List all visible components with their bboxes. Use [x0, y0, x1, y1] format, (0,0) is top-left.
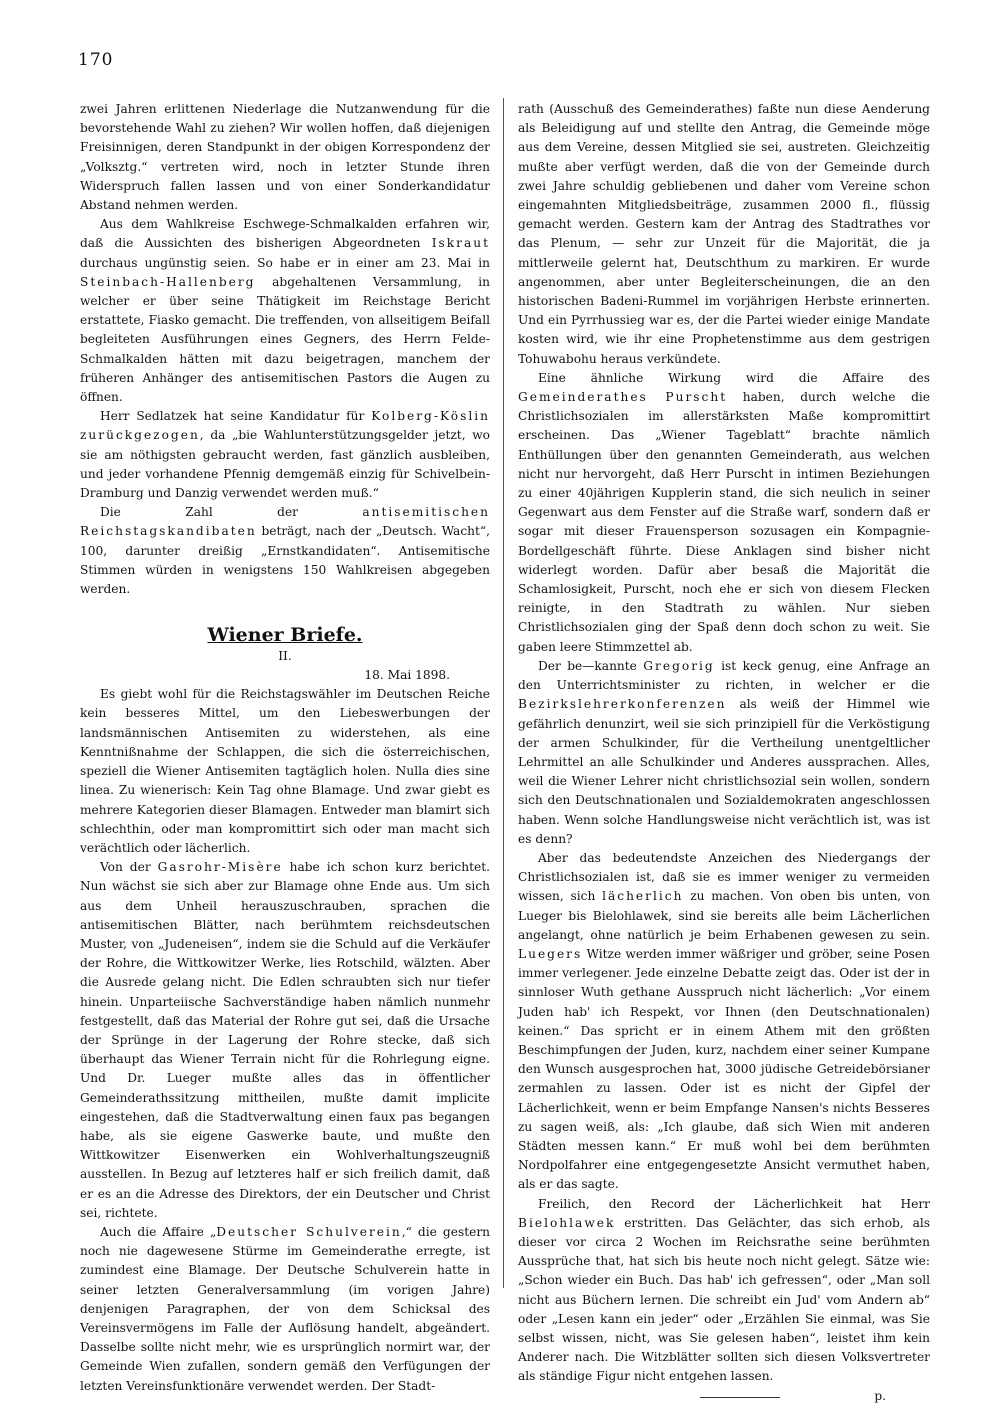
paragraph [518, 369, 930, 657]
paragraph: rath (Ausschuß des Gemeinderathes) faßte nun diese Aenderung als Beleidigung auf und stellte den Antrag, die Gemeinde möge aus dem Vereine, dessen Mitglied sie sei, austreten. Gleichzeitig mußte aber verfügt werden, daß die von der Gemeinde durch zwei Jahre schuldig gebliebenen und daher vom Vereine schon eingemahnten Mitgliedsbeiträge, zusammen 2000 fl., flüssig gemacht werden. Gestern kam der Antrag des Stadtrathes vor das Plenum, — sehr zur Unzeit für die Majorität, die ja mittlerweile gelernt hat, Deutschthum zu markiren. Er wurde angenommen, aber unter Begleiterscheinungen, die an den historischen Badeni-Rummel im vorjährigen Herbste erinnerten. Und ein Pyrrhussieg war es, der die Partei wieder einige Mandate kosten wird, wie ihr eine Prophetenstimme aus dem gestrigen Tohuwabohu heraus verkündete. [518, 102, 930, 366]
dateline: 18. Mai 1898. [364, 668, 450, 683]
text-run: Die Zahl der [100, 505, 363, 520]
page-number: 170 [78, 50, 114, 70]
spaced-name: Iskraut [431, 236, 490, 251]
paragraph [518, 1195, 930, 1387]
article-heading: Wiener Briefe. [207, 624, 363, 647]
spaced-name: Gemeinderathes Purscht [518, 390, 728, 405]
text-run: zu machen. Von oben bis unten, von Lueger bis Bielohlawek, sind sie bereits alle beim Lächerlichen angelangt, ohne natürlich je beim Erhabenen gewesen zu sein. [518, 889, 930, 942]
spaced-name: Kolberg-Köslin zurückgezogen [80, 409, 490, 443]
author-signature: p. [874, 1388, 886, 1403]
spaced-name: Gregorig [643, 658, 715, 673]
text-run: Von der [100, 860, 158, 875]
text-run: Herr Sedlatzek hat seine Kandidatur für [100, 409, 372, 424]
text-run: ist keck genug, eine Anfrage an den Unterrichtsminister zu richten, in welcher er die [518, 658, 930, 693]
text-run: habe ich schon kurz berichtet. Nun wächst sie sich aber zur Blamage ohne Ende aus. Um sich aus dem Unheil herauszuschrauben, sprachen die antisemitischen Blätter, nach berühmtem reichsdeutschen Muster, von „Judeneisen“, indem sie die Schuld auf die Verkäufer der Rohre, die Wittkowitzer Werke, lies Rotschild, wälzten. Aber die Ausrede gelang nicht. Die Edlen schraubten sich nur tiefer hinein. Unparteiische Sachverständige haben nämlich nunmehr festgestellt, daß das Material der Rohre gut sei, daß die Ursache der Sprünge in der Lagerung der Rohre stecke, daß sich überhaupt das Wiener Terrain nicht für die Rohrlegung eigne. Und Dr. Lueger mußte alles das in öffentlicher Gemeinderathssitzung mittheilen, mußte damit implicite eingestehen, daß die Stadtverwaltung einen faux pas begangen habe, als sie eigene Gaswerke baute, und mußte den Wittkowitzer Eisenwerken ein Wohlverhaltungszeugniß ausstellen. In Bezug auf letzteres half er sich freilich damit, daß er es an die Adresse des Direktors, der ein Deutscher und Christ sei, richtete. [80, 860, 490, 1220]
right-column [518, 100, 930, 1406]
text-run: Aber das bedeutendste Anzeichen des Niedergangs der Christlichsozialen ist, daß sie es immer weniger zu vermeiden wissen, sich [518, 850, 930, 904]
text-run: ,“ die gestern noch nie dagewesene Stürme im Gemeinderathe erregte, ist zumindest eine Blamage. Der Deutsche Schulverein hatte in seiner letzten Generalversammlung (im vorigen Jahre) denjenigen Paragraphen, der von dem Schicksal des Vereinsvermögens im Falle der Auflösung handelt, abgeändert. Dasselbe sollte nicht mehr, wie es ursprünglich normirt war, der Gemeinde Wien zufallen, sondern gemäß den Verfügungen der letzten Vereinsfunktionäre verwendet werden. Der Stadt- [80, 1224, 490, 1393]
spaced-name: Deutscher Schulverein [216, 1224, 402, 1239]
paragraph [80, 407, 490, 503]
paragraph [80, 858, 490, 1223]
text-run: , da „bie Wahlunterstützungsgelder jetzt, wo sie am nöthigsten gebraucht werden, fast gänzlich ausbleiben, und jeder vorhandene Pfennig demgemäß einzig für Schivelbein-Dramburg und Danzig verwendet werden muß.“ [80, 428, 490, 501]
paragraph [518, 657, 930, 849]
paragraph [518, 849, 930, 1195]
paragraph: zwei Jahren erlittenen Niederlage die Nutzanwendung für die bevorstehende Wahl zu ziehen? Wir wollen hoffen, daß diejenigen Freisinnigen, deren Standpunkt in der obigen Korrespondenz der „Volksztg.“ vertreten wird, noch in letzter Stunde ihren Widerspruch fallen lassen und von einer Sonderkandidatur Abstand nehmen werden. [80, 102, 490, 213]
paragraph [80, 1223, 490, 1396]
text-run: Eine ähnliche Wirkung wird die Affaire des [538, 370, 930, 385]
spaced-name: Gasrohr-Misère [157, 860, 283, 875]
paragraph [80, 215, 490, 407]
paragraph: Es giebt wohl für die Reichstagswähler im Deutschen Reiche kein besseres Mittel, um den Liebeswerbungen der landsmännischen Antisemiten zu widerstehen, als eine Kenntnißnahme der Schlappen, die sich die österreichischen, speziell die Wiener Antisemiten tagtäglich holen. Nulla dies sine linea. Zu wienerisch: Kein Tag ohne Blamage. Und zwar giebt es mehrere Kategorien dieser Blamagen. Entweder man blamirt sich schlechthin, oder man kompromittirt sich oder man macht sich verächtlich oder lächerlich. [80, 687, 490, 855]
text-run: Freilich, den Record der Lächerlichkeit hat Herr [538, 1196, 930, 1211]
spaced-name: lächerlich [602, 889, 684, 904]
text-run: als weiß der Himmel wie gefährlich denunzirt, weil sie sich prinzipiell für die Verköstigung der armen Schulkinder, für die Vertheilung unentgeltlicher Lehrmittel an alle Schulkinder und Anderes aussprachen. Alles, weil die Wiener Lehrer nicht christlichsozial sein wollen, sondern sich den Deutschnationalen und Sozialdemokraten angeschlossen haben. Wenn solche Handlungsweise nicht verächtlich ist, was ist es denn? [518, 697, 930, 846]
text-run: erstritten. Das Gelächter, das sich erhob, als dieser vor circa 2 Wochen im Reichsrathe seine berühmten Aussprüche that, hat sich bis heute noch nicht gelegt. Sätze wie: „Schon wieder ein Buch. Das hab' ich gefressen“, oder „Man soll nicht aus Büchern lernen. Die schreibt ein Jud' vom Andern ab“ oder „Lesen kann ein jeder“ oder „Erzählen Sie einmal, was Sie selbst wissen, nicht, was Sie gelesen haben“, leistet ihm kein Anderer nach. Die Witzblätter sollten sich diesen Volksvertreter als ständige Figur nicht entgehen lassen. [518, 1215, 930, 1384]
text-run: Auch die Affaire „ [100, 1224, 217, 1239]
text-run: Witze werden immer wäßriger und gröber, seine Posen immer verlegener. Jede einzelne Debatte zeigt das. Oder ist der in sinnloser Wuth gethane Ausspruch nicht lächerlich: „Vor einem Juden hab' ich Respekt, vor Ihnen (den Deutschnationalen) keinen.“ Das spricht er in einem Athem mit den größten Beschimpfungen der Juden, kurz, nachdem einer seiner Kumpane den Wunsch ausgesprochen hat, 3000 jüdische Getreidebörsianer zermahlen zu lassen. Oder ist es nicht der Gipfel der Lächerlichkeit, wenn er beim Empfange Nansen's nichts Besseres zu sagen weiß, als: „Ich glaube, daß sich Wien mit anderen Städten messen kann.“ Er muß wohl bei dem berühmten Nordpolfahrer eine entgegengesetzte Ansicht vermuthet haben, als er das sagte. [518, 946, 930, 1192]
spaced-name: Bezirkslehrerkonferenzen [518, 697, 727, 712]
text-run: haben, durch welche die Christlichsozialen im allerstärksten Maße kompromittirt erscheinen. Das „Wiener Tageblatt“ brachte nämlich Enthüllungen über den genannten Gemeinderath, aus welchen nicht nur hervorgeht, daß Herr Purscht in intimen Beziehungen zu einer 40jährigen Kupplerin stand, die sich neulich in seiner Gegenwart aus dem Fenster auf die Straße warf, sondern daß er sogar mit dieser Frauensperson sozusagen ein Kompagnie-Bordellgeschäft führte. Diese Anklagen sind bisher nicht widerlegt worden. Dafür aber besaß die Majorität die Schamlosigkeit, Purscht, noch ehe er sich von diesem Flecken reinigte, in den Stadtrath zu wählen. Nur sieben Christlichsozialen ging der Spaß denn doch schon zu weit. Sie gaben leere Stimmzettel ab. [518, 390, 930, 654]
signature-rule [700, 1397, 780, 1398]
article-number: II. [278, 649, 292, 664]
text-run: beträgt, nach der „Deutsch. Wacht“, 100, darunter dreißig „Ernstkandidaten“. Antisemitische Stimmen würden in wenigstens 150 Wahlkreisen abgegeben werden. [80, 524, 490, 597]
spaced-name: antisemitischen Reichstagskandibaten [80, 505, 490, 539]
text-run: Aus dem Wahlkreise Eschwege-Schmalkalden erfahren wir, daß die Aussichten des bisherigen Abgeordneten [80, 217, 490, 251]
text-run: durchaus ungünstig seien. So habe er in einer am 23. Mai in [80, 255, 490, 270]
spaced-name: Bielohlawek [518, 1215, 616, 1230]
left-column [80, 100, 490, 1396]
text-run: abgehaltenen Versammlung, in welcher er über seine Thätigkeit im Reichstage Bericht erstattete, Fiasko gemacht. Die treffenden, von allseitigem Beifall begleiteten Ausführungen eines Gegners, des Herrn Felde-Schmalkalden hätten mit dazu beigetragen, manchem der früheren Anhänger des antisemitischen Pastors die Augen zu öffnen. [80, 274, 490, 405]
spaced-name: Steinbach-Hallenberg [80, 274, 256, 289]
column-divider [503, 98, 504, 1288]
signature-row [518, 1387, 930, 1406]
text-run: Der be—kannte [538, 658, 644, 673]
paragraph [80, 503, 490, 599]
spaced-name: Luegers [518, 946, 583, 961]
